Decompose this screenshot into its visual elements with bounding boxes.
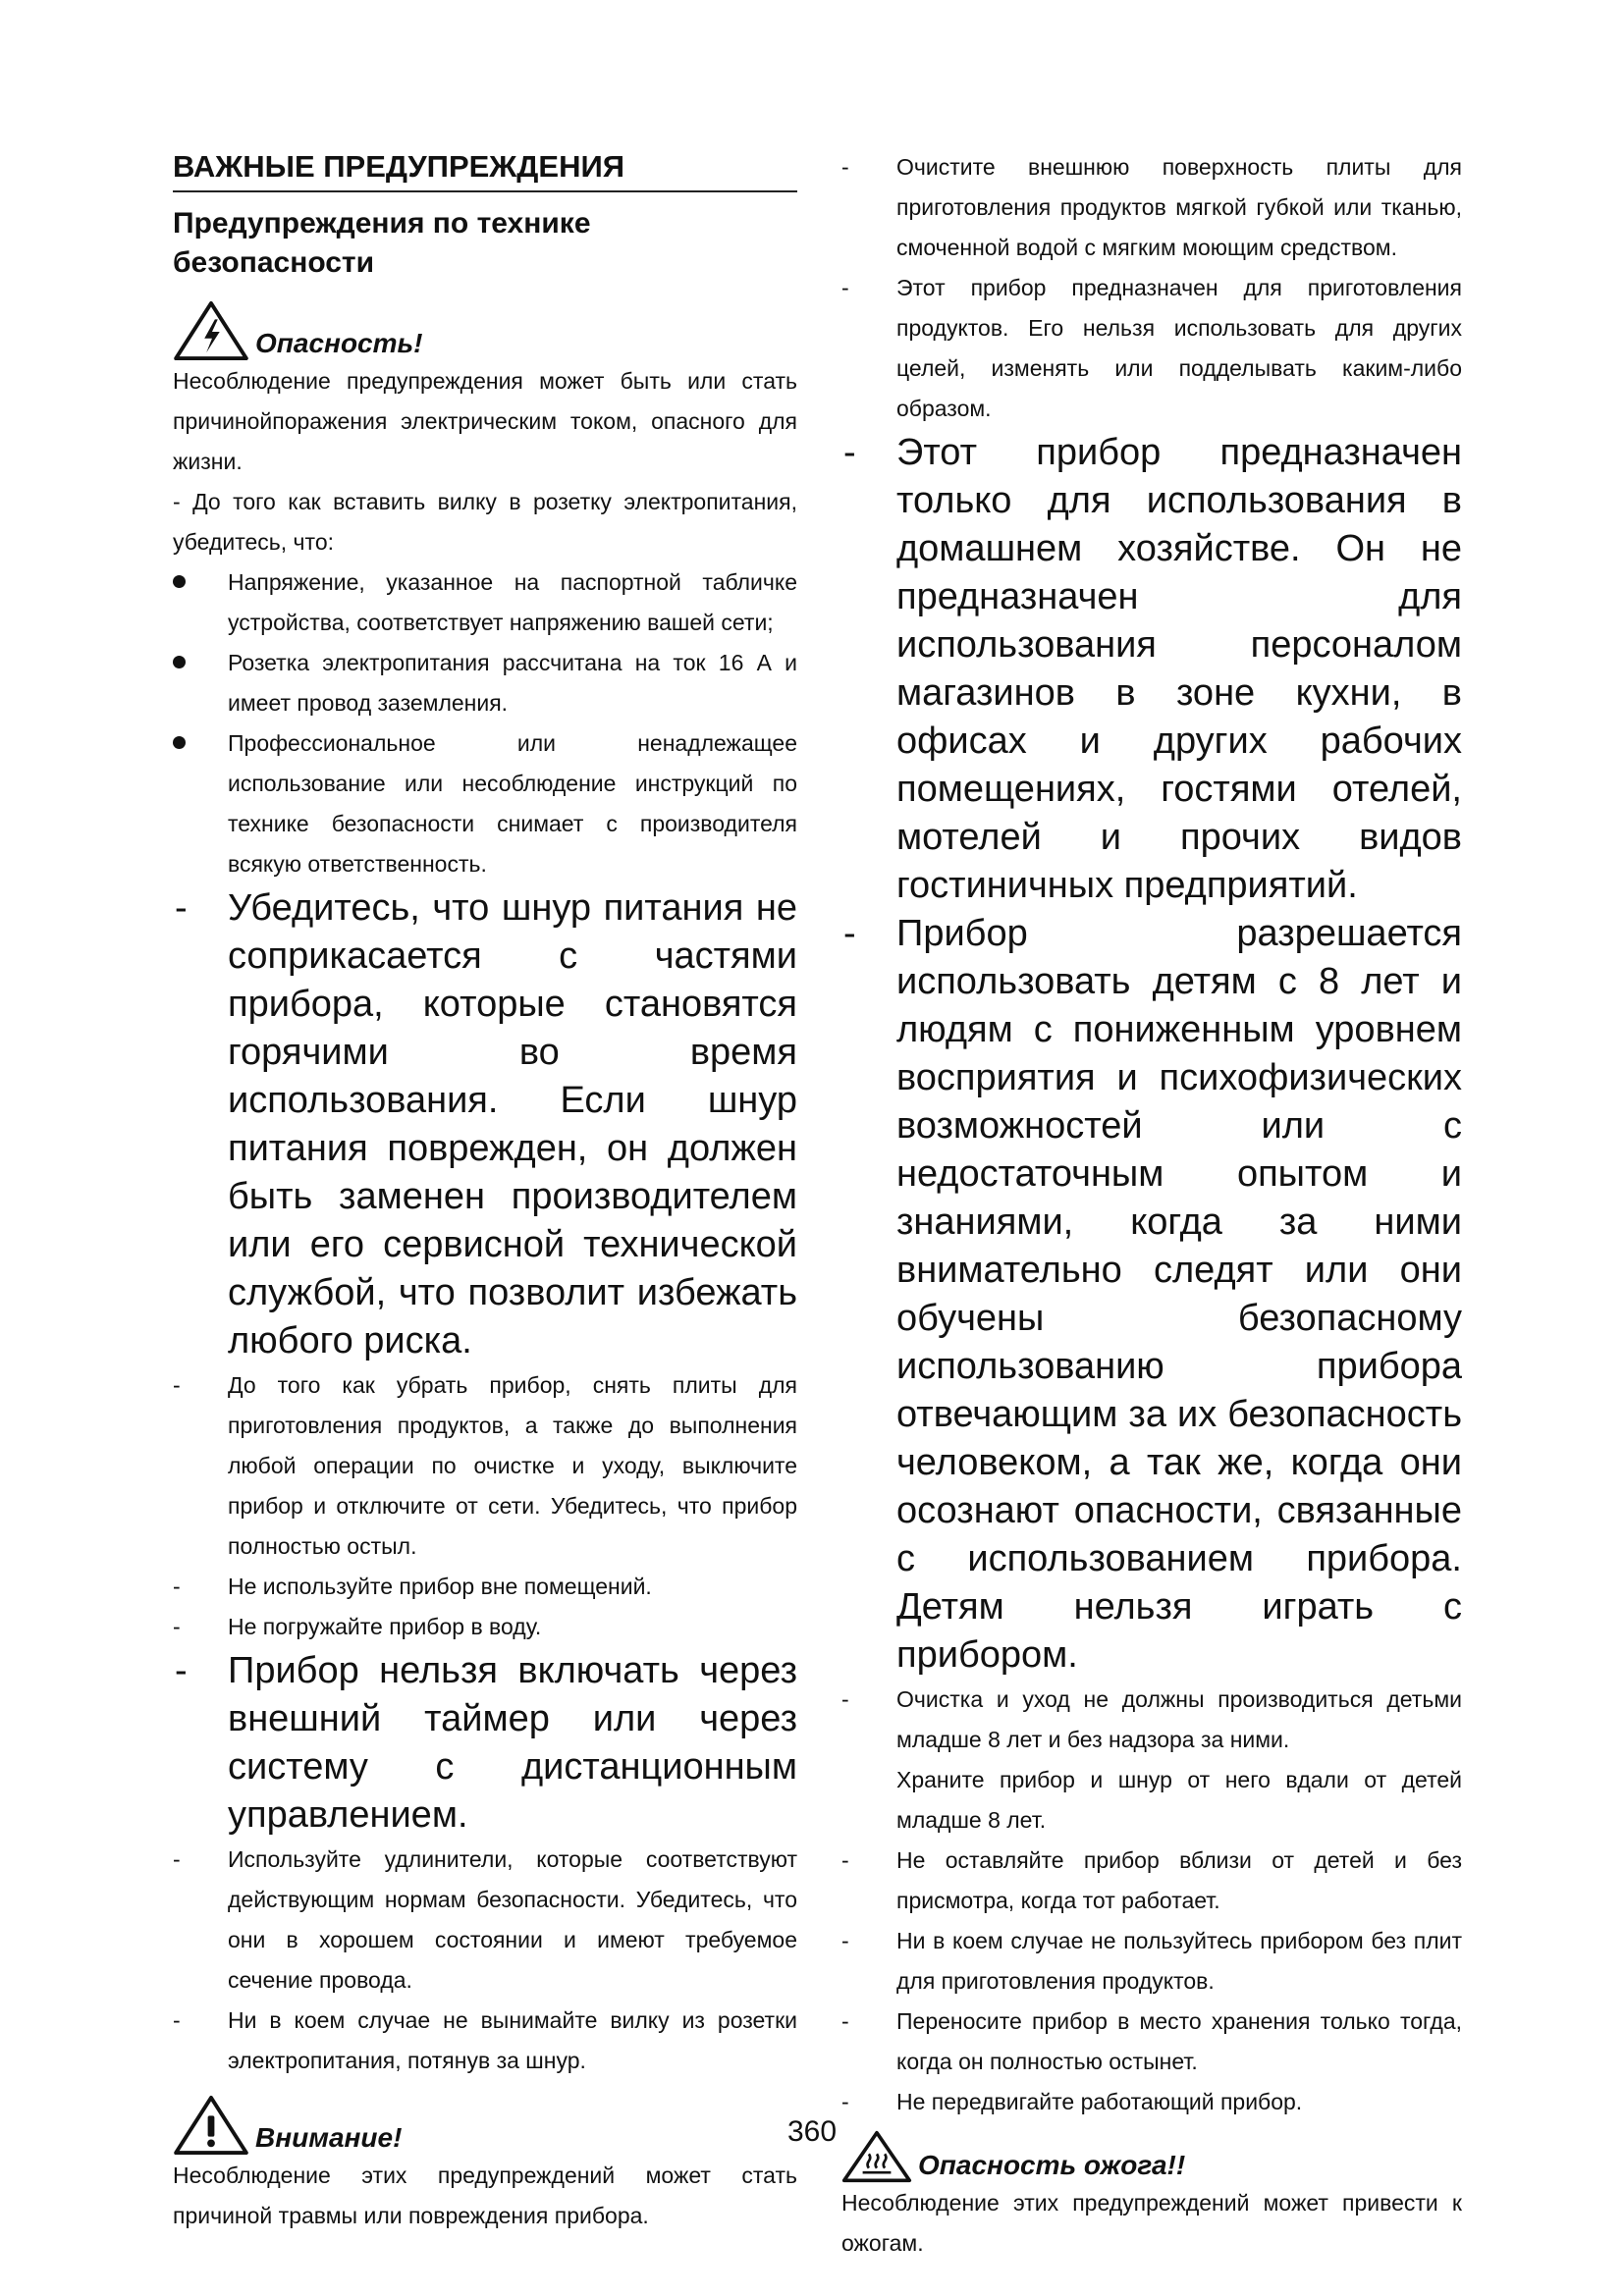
list-item-text: Используйте удлинители, которые соответствуют действующим нормам безопасности. Убедитесь, что они в хорошем состоянии и имеют требуемое сечение провода. [228,1846,797,1993]
right-column [841,147,1462,2264]
list-item-move-cooled [841,2002,1462,2082]
list-item-unplug [173,2001,797,2081]
list-item-text: Не оставляйте прибор вблизи от детей и без присмотра, когда тот работает. [896,1847,1462,1913]
list-item-text: Этот прибор предназначен для приготовления продуктов. Его нельзя использовать для других целей, изменять или подделывать каким-либо образом. [896,275,1462,421]
dash-marker: - [175,1650,188,1691]
dash-marker: - [841,2089,849,2114]
dash-marker: - [173,1372,181,1398]
list-item-text: Не используйте прибор вне помещений. [228,1574,652,1599]
dash-marker: - [173,1846,181,1872]
list-item-no-plates [841,1921,1462,2002]
danger-title: Опасность! [255,328,423,358]
section-title: ВАЖНЫЕ ПРЕДУПРЕЖДЕНИЯ [173,147,797,192]
list-item-text: До того как убрать прибор, снять плиты для приготовления продуктов, а также до выполнения любой операции по очистке и уходу, выключите прибор и отключите от сети. Убедитесь, что прибор полностью остыл. [228,1372,797,1559]
bullet-dot-icon [173,656,186,668]
dash-marker: - [841,1847,849,1873]
list-item-text: Очистите внешнюю поверхность плиты для приготовления продуктов мягкой губкой или тканью, смоченной водой с мягким моющим средством. [896,154,1462,260]
list-item-text: Прибор нельзя включать через внешний таймер или через систему с дистанционным управлением. [228,1650,797,1836]
electric-shock-warning-icon [173,300,249,361]
burn-text: Несоблюдение этих предупреждений может привести к ожогам. [841,2190,1462,2256]
list-item-text: Переносите прибор в место хранения только тогда, когда он полностью остынет. [896,2008,1462,2074]
bullet-dot-icon [173,575,186,588]
dash-marker: - [173,1574,181,1599]
dash-marker: - [173,1614,181,1639]
list-item-text: Не передвигайте работающий прибор. [896,2089,1303,2114]
list-item-purpose [841,268,1462,429]
list-item-domestic [841,429,1462,910]
list-item-unattended [841,1841,1462,1921]
bullet-text: Напряжение, указанное на паспортной табличке устройства, соответствует напряжению вашей сети; [228,569,797,635]
dash-marker: - [173,2007,181,2033]
dash-marker: - [841,154,849,180]
list-item-text: Очистка и уход не должны производиться детьми младше 8 лет и без надзора за ними. [896,1686,1462,1752]
list-item-clean [841,147,1462,268]
dash-marker: - [841,275,849,300]
list-item-cord [173,884,797,1365]
list-item-extension [173,1840,797,2001]
bullet-text: Розетка электропитания рассчитана на ток 16 А и имеет провод заземления. [228,650,797,716]
subsection-title: Предупреждения по технике безопасности [173,207,591,279]
caution-text: Несоблюдение этих предупреждений может стать причиной травмы или повреждения прибора. [173,2163,797,2228]
bullet-item [173,643,797,723]
dash-marker: - [841,1686,849,1712]
list-item-water [173,1607,797,1647]
list-item-text: Убедитесь, что шнур питания не соприкасается с частями прибора, которые становятся горячими во время использования. Если шнур питания поврежден, он должен быть заменен производителем или его сервисной технической службой, что позволит избежать любого риска. [228,887,797,1362]
bullet-text: Профессиональное или ненадлежащее использование или несоблюдение инструкций по технике безопасности снимает с производителя всякую ответственность. [228,730,797,877]
list-item-children [841,910,1462,1680]
list-item-storage [841,1760,1462,1841]
dash-marker: - [843,432,856,473]
list-item-text: Не погружайте прибор в воду. [228,1614,542,1639]
before-plug-text: - До того как вставить вилку в розетку электропитания, убедитесь, что: [173,489,797,555]
caution-title: Внимание! [255,2122,403,2153]
list-item-text: Ни в коем случае не пользуйтесь прибором без плит для приготовления продуктов. [896,1928,1462,1994]
list-item-before-remove [173,1365,797,1567]
bullet-item [173,562,797,643]
bullet-item [173,723,797,884]
left-column [173,147,797,2236]
danger-intro: Несоблюдение предупреждения может быть или стать причинойпоражения электрическим током, опасного для жизни. [173,368,797,474]
dash-marker: - [843,913,856,954]
list-item-text: Ни в коем случае не вынимайте вилку из розетки электропитания, потянув за шнур. [228,2007,797,2073]
list-item-text: Этот прибор предназначен только для использования в домашнем хозяйстве. Он не предназначен для использования персоналом магазинов в зоне кухни, в офисах и других рабочих помещениях, гостями отелей, мотелей и прочих видов гостиничных предприятий. [896,432,1462,906]
list-item-text: Прибор разрешается использовать детям с 8 лет и людям с пониженным уровнем восприятия и психофизических возможностей или с недостаточным опытом и знаниями, когда за ними внимательно следят или они обучены безопасному использованию прибора отвечающим за их безопасность человеком, а так же, когда они осознают опасности, связанные с использованием прибора. Детям нельзя играть с прибором. [896,913,1462,1676]
dash-marker: - [841,1928,849,1953]
list-item-timer [173,1647,797,1840]
list-item-text: Храните прибор и шнур от него вдали от детей младше 8 лет. [896,1767,1462,1833]
list-item-outdoors [173,1567,797,1607]
list-item-cleaning-kids [841,1680,1462,1760]
dash-marker: - [175,887,188,929]
dash-marker: - [841,2008,849,2034]
page-number: 360 [786,2115,838,2148]
bullet-dot-icon [173,736,186,749]
danger-heading [173,296,797,361]
burn-title: Опасность ожога!! [918,2150,1186,2180]
